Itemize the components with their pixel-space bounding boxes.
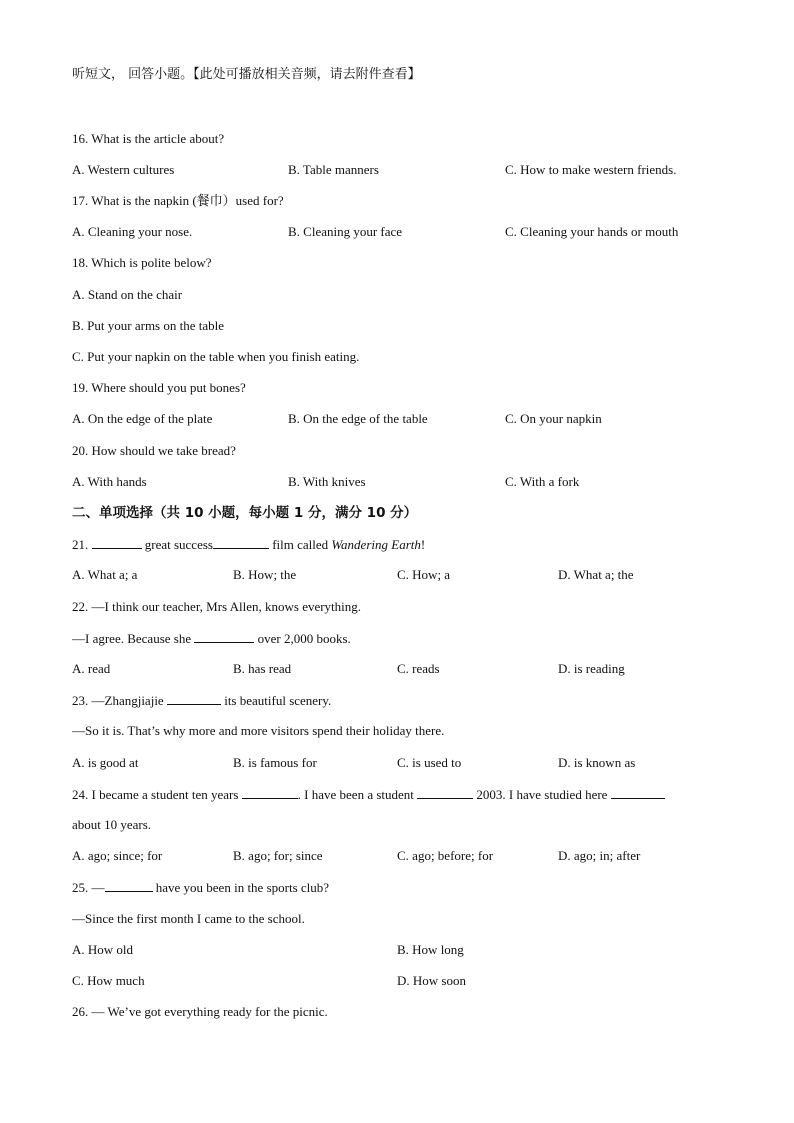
q23-text-1: 23. —Zhangjiajie xyxy=(72,693,164,708)
question-23 xyxy=(72,692,331,709)
q24-option-a: A. ago; since; for xyxy=(72,848,163,863)
question-22-reply xyxy=(72,630,351,647)
answer-blank xyxy=(611,786,665,799)
q19-option-a: A. On the edge of the plate xyxy=(72,411,213,426)
question-20: 20. How should we take bread? xyxy=(72,443,236,458)
q21-option-a: A. What a; a xyxy=(72,567,138,582)
question-16: 16. What is the article about? xyxy=(72,131,225,146)
q22-option-a: A. read xyxy=(72,661,111,676)
section-2-title: 二、单项选择（共 10 小题，每小题 1 分，满分 10 分） xyxy=(72,505,418,521)
q22-option-d: D. is reading xyxy=(558,661,625,676)
q21-number: 21. xyxy=(72,537,89,552)
q22-reply-text-2: over 2,000 books. xyxy=(257,631,351,646)
q21-option-d: D. What a; the xyxy=(558,567,634,582)
q22-option-c: C. reads xyxy=(397,661,440,676)
q22-option-b: B. has read xyxy=(233,661,292,676)
q16-option-b: B. Table manners xyxy=(288,162,379,177)
q17-option-c: C. Cleaning your hands or mouth xyxy=(505,224,679,239)
q25-option-d: D. How soon xyxy=(397,973,466,988)
q25-option-b: B. How long xyxy=(397,942,464,957)
question-25-reply: —Since the first month I came to the school. xyxy=(72,911,305,926)
q22-reply-text-1: —I agree. Because she xyxy=(72,631,192,646)
q25-text-2: have you been in the sports club? xyxy=(155,880,330,895)
question-17: 17. What is the napkin (餐巾）used for? xyxy=(72,193,284,208)
q24-option-b: B. ago; for; since xyxy=(233,848,323,863)
question-23-reply: —So it is. That’s why more and more visitors spend their holiday there. xyxy=(72,723,445,738)
q16-option-c: C. How to make western friends. xyxy=(505,162,677,177)
q23-option-d: D. is known as xyxy=(558,755,636,770)
question-18: 18. Which is polite below? xyxy=(72,255,212,270)
q18-option-a: A. Stand on the chair xyxy=(72,287,183,302)
q17-option-a: A. Cleaning your nose. xyxy=(72,224,193,239)
q20-option-a: A. With hands xyxy=(72,474,147,489)
q23-option-b: B. is famous for xyxy=(233,755,317,770)
answer-blank xyxy=(194,630,254,643)
q18-option-c: C. Put your napkin on the table when you finish eating. xyxy=(72,349,360,364)
q17-option-b: B. Cleaning your face xyxy=(288,224,403,239)
answer-blank xyxy=(92,536,142,549)
q24-text-1: 24. I became a student ten years xyxy=(72,787,239,802)
q21-film-title: Wandering Earth xyxy=(331,537,421,552)
q21-text-3: ! xyxy=(420,537,426,552)
q16-option-a: A. Western cultures xyxy=(72,162,175,177)
question-19: 19. Where should you put bones? xyxy=(72,380,246,395)
q19-option-b: B. On the edge of the table xyxy=(288,411,428,426)
q24-text-3: 2003. I have studied here xyxy=(476,787,608,802)
question-22: 22. —I think our teacher, Mrs Allen, knows everything. xyxy=(72,599,362,614)
q25-option-a: A. How old xyxy=(72,942,134,957)
q21-option-b: B. How; the xyxy=(233,567,297,582)
q19-option-c: C. On your napkin xyxy=(505,411,602,426)
answer-blank xyxy=(242,786,298,799)
q24-option-c: C. ago; before; for xyxy=(397,848,494,863)
q24-text-2: . I have been a student xyxy=(297,787,414,802)
answer-blank xyxy=(105,879,153,892)
q25-text-1: 25. — xyxy=(72,880,105,895)
q23-option-c: C. is used to xyxy=(397,755,462,770)
question-24-continued: about 10 years. xyxy=(72,817,152,832)
question-21 xyxy=(72,536,425,553)
q25-option-c: C. How much xyxy=(72,973,145,988)
answer-blank xyxy=(213,536,269,549)
q20-option-b: B. With knives xyxy=(288,474,366,489)
q23-option-a: A. is good at xyxy=(72,755,139,770)
q21-text-1: great success xyxy=(144,537,213,552)
question-26: 26. — We’ve got everything ready for the picnic. xyxy=(72,1004,328,1019)
q20-option-c: C. With a fork xyxy=(505,474,580,489)
q23-text-2: its beautiful scenery. xyxy=(224,693,332,708)
answer-blank xyxy=(167,692,221,705)
question-25 xyxy=(72,879,329,896)
q21-option-c: C. How; a xyxy=(397,567,451,582)
q18-option-b: B. Put your arms on the table xyxy=(72,318,225,333)
q24-option-d: D. ago; in; after xyxy=(558,848,641,863)
q21-text-2: film called xyxy=(272,537,329,552)
answer-blank xyxy=(417,786,473,799)
question-24 xyxy=(72,786,665,803)
listening-intro: 听短文， 回答小题。【此处可播放相关音频，请去附件查看】 xyxy=(72,67,421,82)
